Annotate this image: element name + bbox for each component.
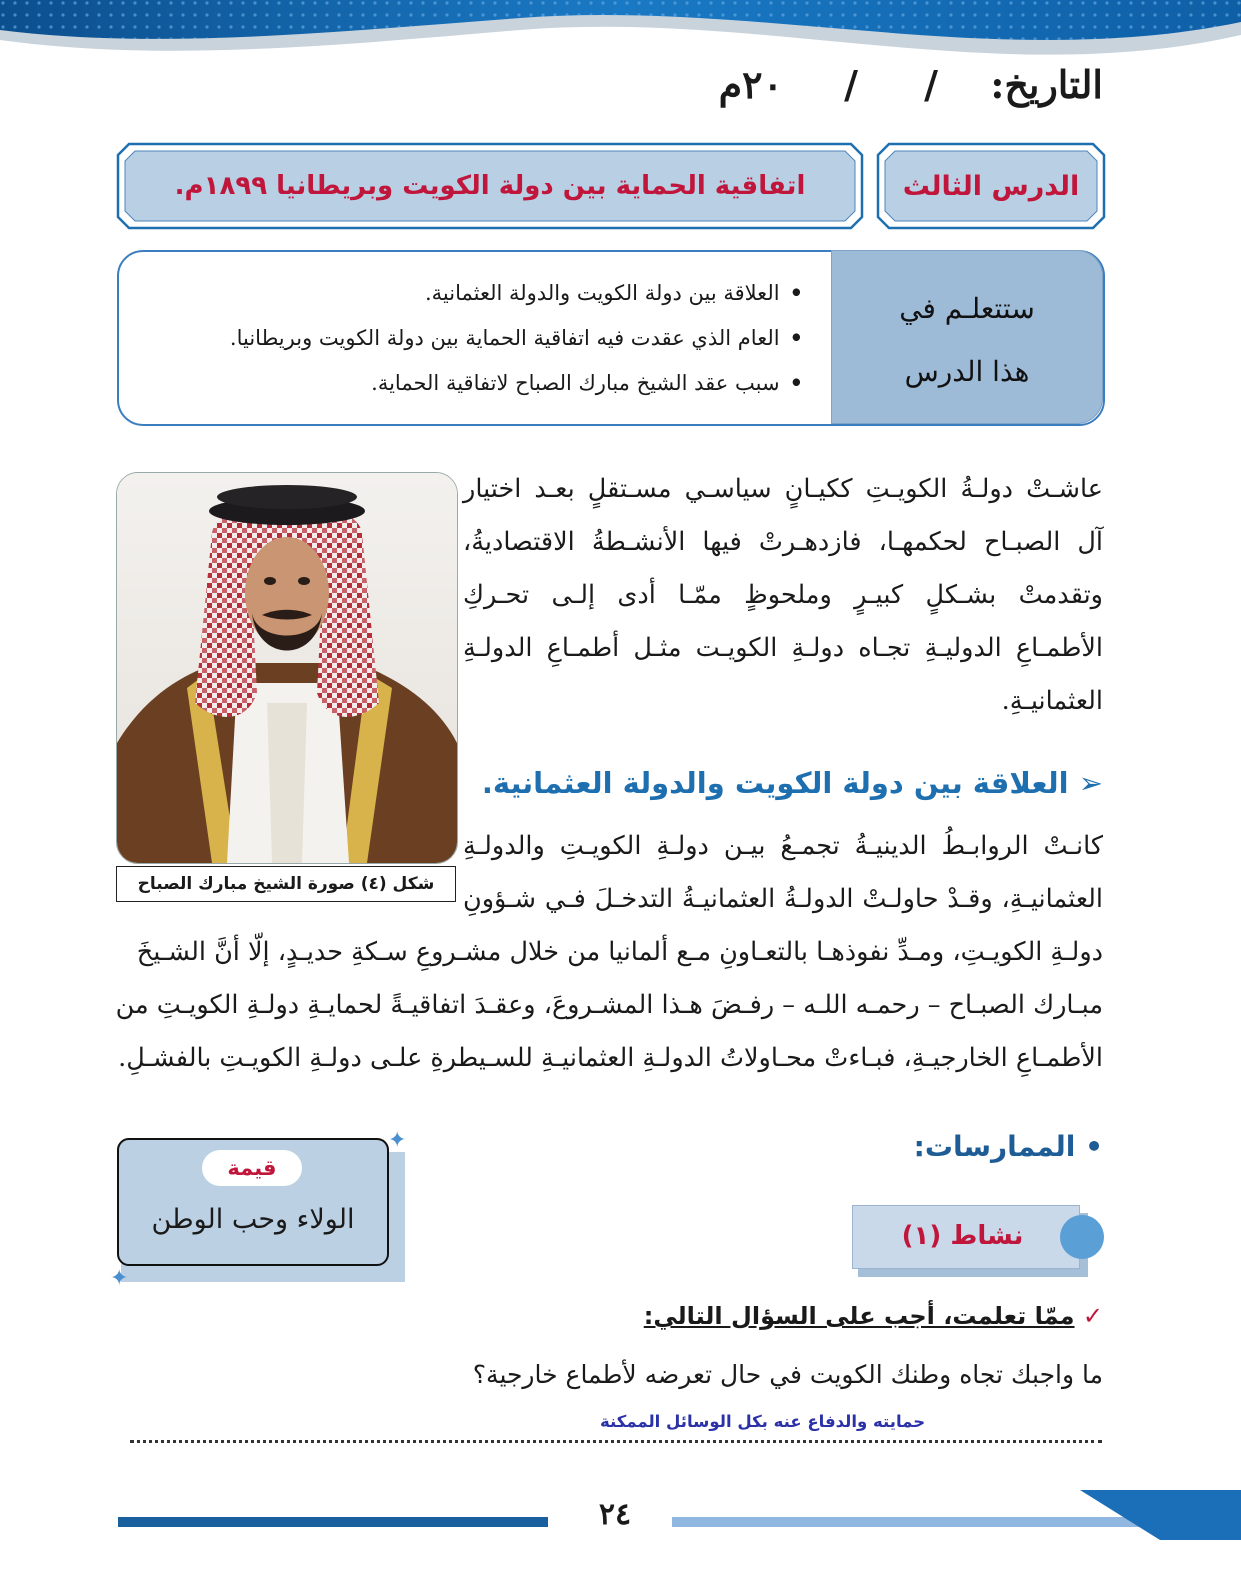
objectives-tab-line1: ستتعلـم في: [899, 292, 1035, 325]
objective-item: • العام الذي عقدت فيه اتفاقية الحماية بين دولة الكويت وبريطانيا.: [143, 315, 803, 360]
activity-label: نشاط (١): [901, 1221, 1024, 1251]
figure-caption: شكل (٤) صورة الشيخ مبارك الصباح: [116, 866, 456, 902]
page-number: ٢٤: [598, 1497, 632, 1532]
objective-item: • العلاقة بين دولة الكويت والدولة العثمانية.: [143, 270, 803, 315]
answer-dotted-line: [130, 1440, 1102, 1443]
value-card-label: قيمة: [202, 1150, 302, 1186]
objectives-list: [143, 270, 803, 405]
practices-heading: • الممارسات:: [913, 1130, 1103, 1163]
lesson-title-banner: [115, 141, 865, 231]
intro-paragraph: [463, 463, 1103, 728]
value-card-text: الولاء وحب الوطن: [151, 1204, 355, 1235]
paragraph-line: العثمانيـةِ.: [1001, 686, 1103, 716]
lesson-number-tag: [875, 141, 1107, 231]
question-intro: [644, 1302, 1103, 1330]
lesson-title: اتفاقية الحماية بين دولة الكويت وبريطانيا ١٨٩٩م.: [174, 171, 806, 201]
activity-dot-icon: [1060, 1215, 1104, 1259]
paragraph-line: دولـةِ الكويـتِ، ومـدِّ نفوذهـا بالتعـاونِ مـع ألمانيا من خلال مشـروعِ سـكةِ حديـدٍ، إلّا أنَّ الشـيخَ: [136, 937, 1103, 967]
objective-item: • سبب عقد الشيخ مبارك الصباح لاتفاقية الحماية.: [143, 360, 803, 405]
question-text: ما واجبك تجاه وطنك الكويت في حال تعرضه لأطماع خارجية؟: [472, 1360, 1103, 1389]
paragraph-line: وتقدمتْ بشـكلٍ كبيـرٍ وملحوظٍ ممّـا أدى إلـى تحـركِ: [463, 580, 1103, 610]
objectives-tab-line2: هذا الدرس: [904, 355, 1030, 388]
date-label: التاريخ:: [990, 62, 1103, 107]
sparkle-icon: ✦: [388, 1128, 407, 1153]
paragraph-line: آل الصبـاح لحكمهـا، فازدهـرتْ فيها الأنشـطةُ الاقتصاديةُ،: [463, 527, 1103, 557]
sparkle-icon: ✦: [110, 1266, 129, 1291]
date-separator: /: [924, 62, 938, 107]
date-year: ٢٠م: [718, 62, 783, 107]
paragraph-line: مبـارك الصبـاح – رحمـه اللـه – رفـضَ هـذا المشـروعَ، وعقـدَ اتفاقيـةً لحمايـةِ دولـةِ الكويـتِ من: [115, 990, 1103, 1020]
paragraph-line: عاشـتْ دولـةُ الكويـتِ ككيـانٍ سياسـي مسـتقلٍ بعـد اختيار: [463, 474, 1103, 504]
check-icon: ✓: [1082, 1302, 1103, 1330]
date-row: [543, 62, 1103, 122]
section-paragraph-bottom: [115, 926, 1103, 1085]
lesson-number-label: الدرس الثالث: [902, 170, 1080, 202]
date-separator: /: [844, 62, 858, 107]
objectives-box: [117, 250, 1103, 424]
handwritten-answer[interactable]: حمايته والدفاع عنه بكل الوسائل الممكنة: [600, 1412, 926, 1431]
question-intro-text: ممّا تعلمت، أجب على السؤال التالي:: [643, 1302, 1075, 1330]
paragraph-line: العثمانيـةِ، وقـدْ حاولـتْ الدولـةُ العثمانيـةُ التدخـلَ فـي شـؤونِ: [463, 884, 1103, 914]
paragraph-line: كانـتْ الروابـطُ الدينيـةُ تجمـعُ بيـن دولـةِ الكويـتِ والدولـةِ: [463, 831, 1103, 861]
objectives-tab: [831, 250, 1103, 424]
section-heading: ➢ العلاقة بين دولة الكويت والدولة العثمانية.: [481, 766, 1103, 800]
paragraph-line: الأطمـاعِ الخارجيـةِ، فبـاءتْ محـاولاتُ الدولـةِ العثمانيـةِ للسـيطرةِ علـى دولـةِ الكويـتِ بالفشـلِ.: [118, 1043, 1103, 1073]
value-card: [105, 1128, 407, 1291]
sheikh-portrait-image: [116, 472, 458, 864]
section-paragraph-top: [463, 820, 1103, 926]
paragraph-line: الأطمـاعِ الدوليـةِ تجـاه دولـةِ الكويـت مثـل أطمـاعِ الدولـةِ: [463, 633, 1103, 663]
activity-badge: [850, 1205, 1108, 1277]
